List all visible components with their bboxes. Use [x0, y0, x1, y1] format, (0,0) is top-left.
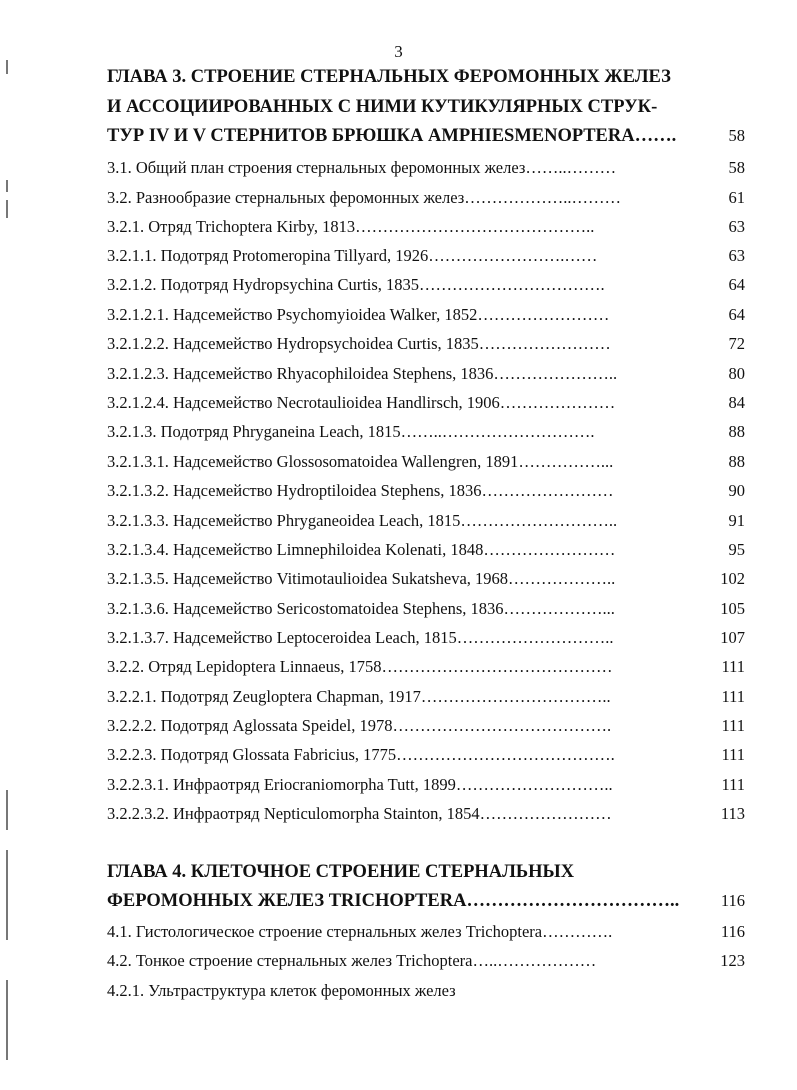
toc-entry[interactable]	[107, 569, 745, 595]
toc-entry-page: 111	[721, 716, 745, 735]
toc-entry[interactable]	[107, 188, 745, 214]
toc-entry-text: 4.2.1. Ультраструктура клеток феромонных желез	[107, 981, 456, 1000]
toc-entry-text: 3.2.1.2. Подотряд Hydropsychina Curtis, 1835…………………………….	[107, 275, 605, 294]
toc-entry[interactable]	[107, 217, 745, 243]
toc-entry-page: 61	[728, 188, 745, 207]
chapter-3-title-line-2: И АССОЦИИРОВАННЫХ С НИМИ КУТИКУЛЯРНЫХ СТРУК-	[107, 97, 658, 117]
scan-artifact	[6, 980, 8, 1060]
toc-entry-text: 3.2.1.3.2. Надсемейство Hydroptiloidea Stephens, 1836……………………	[107, 481, 614, 500]
toc-entry-text: 3.2.2.2. Подотряд Aglossata Speidel, 1978………………………………….	[107, 716, 612, 735]
chapter-4-page: 116	[720, 891, 745, 910]
toc-entry-text: 3.2.1.1. Подотряд Protomeropina Tillyard, 1926…………………….……	[107, 246, 598, 265]
toc-entry-page: 84	[728, 393, 745, 412]
scan-artifact	[6, 790, 8, 830]
toc-entry-text: 3.2.2.3. Подотряд Glossata Fabricius, 1775………………………………….	[107, 745, 615, 764]
toc-entry-page: 113	[720, 804, 745, 823]
toc-entry-text: 3.2.1.3.3. Надсемейство Phryganeoidea Leach, 1815………………………..	[107, 511, 618, 530]
toc-entry-text: 3.2.1.3.7. Надсемейство Leptoceroidea Leach, 1815………………………..	[107, 628, 614, 647]
toc-entry-text: 3.2.2.3.2. Инфраотряд Nepticulomorpha Stainton, 1854……………………	[107, 804, 612, 823]
toc-entry-page: 105	[720, 599, 745, 618]
chapter-3-title-text: ТУР IV И V СТЕРНИТОВ БРЮШКА AMPHIESMENOPTERA…….	[107, 126, 677, 146]
toc-entry[interactable]	[107, 158, 745, 184]
toc-entry[interactable]	[107, 745, 745, 771]
toc-entry-text: 3.2.2.3.1. Инфраотряд Eriocraniomorpha Tutt, 1899………………………..	[107, 775, 613, 794]
toc-entry-text: 3.2.1.2.3. Надсемейство Rhyacophiloidea Stephens, 1836…………………..	[107, 364, 618, 383]
toc-entry-text: 3.2. Разнообразие стернальных феромонных желез………………..………	[107, 188, 621, 207]
toc-entry-page: 80	[728, 364, 745, 383]
toc-entry[interactable]	[107, 981, 745, 1007]
page-number: 3	[394, 42, 403, 61]
toc-entry-page: 64	[728, 305, 745, 324]
toc-entry[interactable]	[107, 275, 745, 301]
scan-artifact	[6, 60, 8, 74]
toc-entry[interactable]	[107, 657, 745, 683]
toc-entry[interactable]	[107, 628, 745, 654]
toc-entry-page: 123	[720, 951, 745, 970]
toc-entry-page: 102	[720, 569, 745, 588]
toc-entry-text: 3.2.1.2.4. Надсемейство Necrotaulioidea Handlirsch, 1906…………………	[107, 393, 616, 412]
toc-entry[interactable]	[107, 716, 745, 742]
toc-entry-text: 3.2.1.2.1. Надсемейство Psychomyioidea Walker, 1852……………………	[107, 305, 610, 324]
toc-entry-text: 3.2.1.3.1. Надсемейство Glossosomatoidea Wallengren, 1891……………...	[107, 452, 614, 471]
chapter-4-title-line-2[interactable]	[107, 891, 745, 917]
toc-entry[interactable]	[107, 305, 745, 331]
toc-entry-page: 63	[728, 246, 745, 265]
scan-artifact	[6, 200, 8, 218]
toc-entry-page: 111	[721, 745, 745, 764]
toc-entry[interactable]	[107, 481, 745, 507]
toc-entry[interactable]	[107, 687, 745, 713]
chapter-4-title-line-1: ГЛАВА 4. КЛЕТОЧНОЕ СТРОЕНИЕ СТЕРНАЛЬНЫХ	[107, 862, 575, 882]
chapter-3-title-line-3[interactable]	[107, 126, 745, 152]
toc-entry-text: 3.2.2.1. Подотряд Zeugloptera Chapman, 1917……………………………..	[107, 687, 611, 706]
toc-entry-text: 3.2.1.3.4. Надсемейство Limnephiloidea Kolenati, 1848……………………	[107, 540, 616, 559]
toc-entry-page: 111	[721, 657, 745, 676]
toc-entry[interactable]	[107, 246, 745, 272]
toc-entry-text: 3.1. Общий план строения стернальных феромонных желез……..………	[107, 158, 617, 177]
scan-artifact	[6, 850, 8, 940]
toc-entry-page: 111	[721, 687, 745, 706]
toc-entry-page: 63	[728, 217, 745, 236]
toc-entry-page: 95	[728, 540, 745, 559]
toc-entry[interactable]	[107, 364, 745, 390]
scan-artifact	[6, 180, 8, 192]
toc-entry-page: 116	[720, 922, 745, 941]
toc-entry-text: 3.2.1.2.2. Надсемейство Hydropsychoidea Curtis, 1835……………………	[107, 334, 611, 353]
toc-entry[interactable]	[107, 422, 745, 448]
toc-entry[interactable]	[107, 393, 745, 419]
chapter-3-title-line-1: ГЛАВА 3. СТРОЕНИЕ СТЕРНАЛЬНЫХ ФЕРОМОННЫХ ЖЕЛЕЗ	[107, 67, 671, 87]
toc-entry-page: 88	[728, 422, 745, 441]
toc-entry[interactable]	[107, 951, 745, 977]
toc-entry-page: 111	[721, 775, 745, 794]
toc-entry[interactable]	[107, 540, 745, 566]
toc-entry[interactable]	[107, 511, 745, 537]
toc-entry[interactable]	[107, 775, 745, 801]
toc-entry-page: 90	[728, 481, 745, 500]
toc-entry-text: 3.2.1. Отряд Trichoptera Kirby, 1813……………………………………..	[107, 217, 595, 236]
toc-entry[interactable]	[107, 804, 745, 830]
toc-entry-text: 4.1. Гистологическое строение стернальных желез Trichoptera………….	[107, 922, 613, 941]
toc-entry-text: 3.2.1.3. Подотряд Phryganeina Leach, 1815……..……………………….	[107, 422, 595, 441]
toc-entry[interactable]	[107, 452, 745, 478]
toc-entry[interactable]	[107, 599, 745, 625]
toc-entry-page: 58	[728, 158, 745, 177]
toc-entry-page: 91	[728, 511, 745, 530]
toc-entry-text: 4.2. Тонкое строение стернальных желез Trichoptera…..………………	[107, 951, 597, 970]
toc-entry-text: 3.2.2. Отряд Lepidoptera Linnaeus, 1758……………………………………	[107, 657, 613, 676]
toc-entry-text: 3.2.1.3.6. Надсемейство Sericostomatoidea Stephens, 1836………………...	[107, 599, 615, 618]
chapter-3-page: 58	[728, 126, 745, 145]
toc-entry-page: 107	[720, 628, 745, 647]
toc-entry[interactable]	[107, 922, 745, 948]
toc-entry-page: 88	[728, 452, 745, 471]
toc-entry[interactable]	[107, 334, 745, 360]
toc-entry-page: 64	[728, 275, 745, 294]
toc-entry-text: 3.2.1.3.5. Надсемейство Vitimotaulioidea Sukatsheva, 1968………………..	[107, 569, 616, 588]
toc-entry-page: 72	[728, 334, 745, 353]
chapter-4-title-text: ФЕРОМОННЫХ ЖЕЛЕЗ TRICHOPTERA……………………………..	[107, 891, 680, 911]
